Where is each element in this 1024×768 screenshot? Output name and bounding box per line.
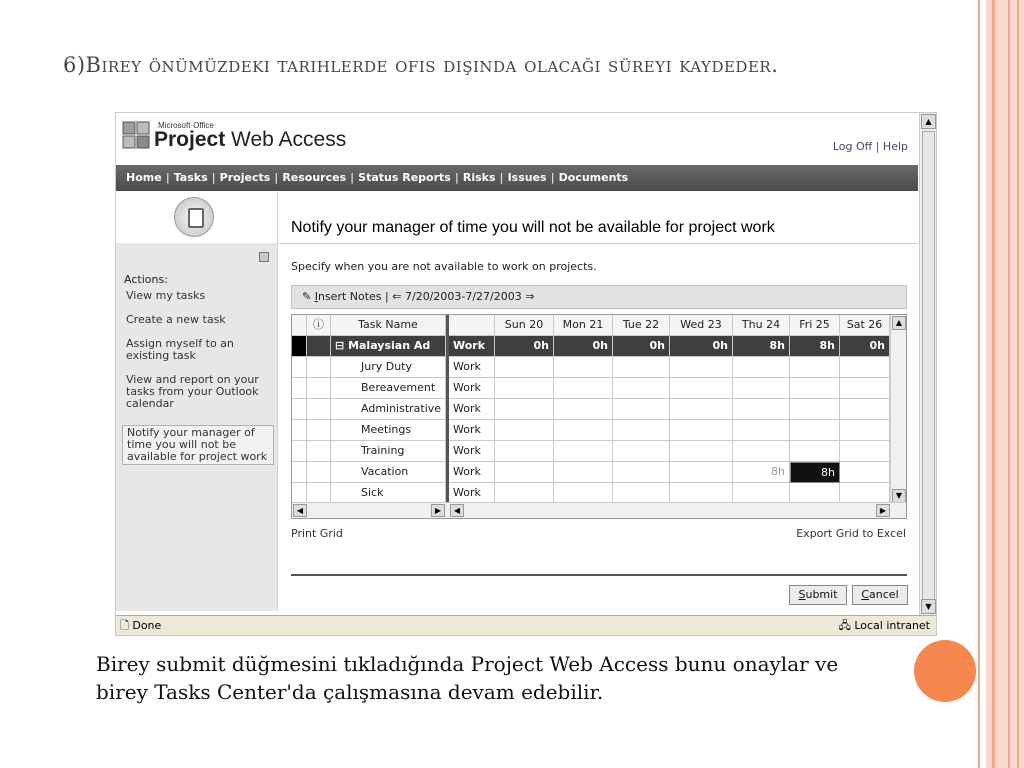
- cell-thu[interactable]: [733, 357, 790, 378]
- cell-sun[interactable]: [495, 483, 554, 504]
- help-link[interactable]: Help: [882, 140, 908, 153]
- cell-mon[interactable]: [554, 399, 613, 420]
- cell-fri[interactable]: [790, 378, 840, 399]
- row-indicator: [292, 483, 307, 504]
- row-indicator: [292, 357, 307, 378]
- log-off-link[interactable]: Log Off: [832, 140, 873, 153]
- title-divider: [279, 243, 918, 244]
- main-nav: [116, 165, 918, 191]
- pwa-header: [116, 113, 918, 165]
- cell-fri[interactable]: [790, 483, 840, 504]
- cell-wed[interactable]: [670, 399, 733, 420]
- group-wed[interactable]: 0h: [670, 336, 733, 357]
- nav-risks[interactable]: Risks: [462, 171, 496, 184]
- browser-status-bar: [116, 615, 936, 635]
- cell-mon[interactable]: [554, 441, 613, 462]
- group-name: Malaysian Ad: [348, 339, 431, 352]
- task-type: Work: [449, 378, 495, 399]
- action-assign-myself[interactable]: Assign myself to an existing task: [126, 337, 234, 362]
- row-info: [307, 441, 331, 462]
- row-indicator: [292, 399, 307, 420]
- cell-sun[interactable]: [495, 441, 554, 462]
- logo-rest: Web Access: [225, 128, 347, 151]
- bottom-divider: [291, 574, 907, 576]
- cell-thu[interactable]: [733, 378, 790, 399]
- cell-sun[interactable]: [495, 420, 554, 441]
- project-logo-icon: [122, 121, 152, 151]
- status-zone: [839, 616, 930, 635]
- status-done: [120, 616, 161, 635]
- table-row[interactable]: [292, 378, 907, 399]
- nav-separator: |: [499, 171, 504, 184]
- row-info: [307, 483, 331, 504]
- nav-separator: |: [274, 171, 279, 184]
- status-left-text: Done: [132, 619, 162, 632]
- scroll-down-icon[interactable]: ▼: [892, 489, 906, 503]
- logo-bold: Project: [154, 128, 226, 151]
- row-indicator: [292, 336, 307, 357]
- slide-title: 6)Birey önümüzdeki tarihlerde ofis dışında olacağı süreyi kaydeder.: [63, 53, 779, 77]
- cell-sat[interactable]: [840, 483, 890, 504]
- ie-page-icon: 🗋: [120, 619, 129, 632]
- action-notify-manager[interactable]: Notify your manager of time you will not be available for project work: [122, 425, 274, 465]
- cell-wed[interactable]: [670, 357, 733, 378]
- intranet-icon: 🖧: [838, 619, 851, 632]
- scroll-thumb[interactable]: [922, 131, 935, 601]
- scroll-up-icon[interactable]: ▲: [921, 114, 936, 129]
- row-info: [307, 420, 331, 441]
- cell-fri[interactable]: [790, 357, 840, 378]
- table-row[interactable]: [292, 399, 907, 420]
- cell-fri[interactable]: [790, 420, 840, 441]
- nav-resources[interactable]: Resources: [282, 171, 347, 184]
- cell-sun[interactable]: [495, 378, 554, 399]
- cell-thu[interactable]: [733, 420, 790, 441]
- app-logo: [154, 128, 346, 152]
- scroll-right-icon[interactable]: ▶: [431, 504, 445, 517]
- group-fri[interactable]: 8h: [790, 336, 840, 357]
- task-name[interactable]: Sick: [331, 483, 446, 504]
- action-view-my-tasks[interactable]: View my tasks: [126, 289, 206, 302]
- row-indicator: [292, 420, 307, 441]
- cell-sun[interactable]: [495, 399, 554, 420]
- cell-sat[interactable]: [840, 357, 890, 378]
- header-indicator: [292, 315, 307, 336]
- pwa-screenshot: [115, 112, 937, 636]
- row-info: [307, 357, 331, 378]
- grid-header-row: [292, 315, 907, 336]
- slide-decoration-line: [978, 0, 980, 768]
- row-info: [307, 336, 331, 357]
- timesheet-grid: [291, 314, 907, 519]
- collapse-icon[interactable]: [259, 252, 269, 262]
- group-sun[interactable]: 0h: [495, 336, 554, 357]
- cell-thu[interactable]: [733, 483, 790, 504]
- slide-orange-circle: [914, 640, 976, 702]
- nav-issues[interactable]: Issues: [507, 171, 547, 184]
- cell-wed[interactable]: [670, 483, 733, 504]
- action-create-task[interactable]: Create a new task: [126, 313, 226, 326]
- cell-wed[interactable]: [670, 441, 733, 462]
- header-sat: Sat 26: [840, 315, 890, 336]
- task-name[interactable]: Training: [331, 441, 446, 462]
- nav-projects[interactable]: Projects: [219, 171, 271, 184]
- header-thu: Thu 24: [733, 315, 790, 336]
- scroll-down-icon[interactable]: ▼: [921, 599, 936, 614]
- status-right-text: Local intranet: [854, 619, 930, 632]
- cell-thu[interactable]: [733, 399, 790, 420]
- cell-mon[interactable]: [554, 357, 613, 378]
- cell-tue[interactable]: [613, 399, 670, 420]
- task-name[interactable]: Meetings: [331, 420, 446, 441]
- group-name-cell[interactable]: [331, 336, 446, 357]
- nav-tasks[interactable]: Tasks: [173, 171, 208, 184]
- cell-mon[interactable]: [554, 378, 613, 399]
- nav-status-reports[interactable]: Status Reports: [358, 171, 451, 184]
- header-wed: Wed 23: [670, 315, 733, 336]
- cell-tue[interactable]: [613, 441, 670, 462]
- cell-wed[interactable]: [670, 420, 733, 441]
- link-separator: |: [872, 140, 883, 153]
- group-mon[interactable]: 0h: [554, 336, 613, 357]
- group-thu[interactable]: 8h: [733, 336, 790, 357]
- header-fri: Fri 25: [790, 315, 840, 336]
- task-name[interactable]: Vacation: [331, 462, 446, 483]
- cell-tue[interactable]: [613, 357, 670, 378]
- cell-thu[interactable]: 8h: [733, 462, 790, 483]
- cell-wed[interactable]: [670, 462, 733, 483]
- cell-sat[interactable]: [840, 462, 890, 483]
- submit-accesskey: S: [798, 588, 806, 601]
- cell-mon[interactable]: [554, 483, 613, 504]
- header-mon: Mon 21: [554, 315, 613, 336]
- window-vertical-scrollbar[interactable]: [919, 113, 936, 615]
- next-arrow-icon[interactable]: ⇒: [525, 290, 535, 303]
- task-type: Work: [449, 420, 495, 441]
- collapse-group-icon[interactable]: ⊟: [335, 339, 345, 352]
- cell-wed[interactable]: [670, 378, 733, 399]
- actions-sidebar: [116, 191, 278, 611]
- print-grid-link[interactable]: Print Grid: [291, 527, 343, 540]
- header-tue: Tue 22: [613, 315, 670, 336]
- task-type: Work: [449, 483, 495, 504]
- cell-tue[interactable]: [613, 378, 670, 399]
- export-grid-link[interactable]: Export Grid to Excel: [796, 527, 906, 540]
- notify-page-icon: [174, 197, 214, 237]
- cell-sun[interactable]: [495, 357, 554, 378]
- row-info: [307, 462, 331, 483]
- table-row[interactable]: [292, 441, 907, 462]
- header-type: [449, 315, 495, 336]
- cancel-label: ancel: [869, 588, 899, 601]
- table-row[interactable]: [292, 357, 907, 378]
- insert-notes-label: nsert Notes: [317, 290, 382, 303]
- cell-sat[interactable]: [840, 420, 890, 441]
- cancel-accesskey: C: [861, 588, 870, 601]
- cell-thu[interactable]: [733, 441, 790, 462]
- group-type: Work: [449, 336, 495, 357]
- row-info: [307, 378, 331, 399]
- slide-caption: Birey submit düğmesini tıkladığında Project Web Access bunu onaylar ve birey Tasks Center'da çalışmasına devam edebilir.: [96, 652, 839, 704]
- toolbar-separator: |: [385, 290, 389, 303]
- cell-tue[interactable]: [613, 462, 670, 483]
- grid-toolbar: [291, 285, 907, 309]
- sidebar-icon-area: [116, 191, 277, 243]
- slide-right-decoration: [986, 0, 1024, 768]
- task-name[interactable]: Jury Duty: [331, 357, 446, 378]
- cell-sun[interactable]: [495, 462, 554, 483]
- cell-fri[interactable]: [790, 441, 840, 462]
- scroll-left-icon[interactable]: ◀: [450, 504, 464, 517]
- cell-sat[interactable]: [840, 399, 890, 420]
- table-row[interactable]: [292, 462, 907, 483]
- insert-notes-accesskey: I: [314, 290, 318, 303]
- task-name[interactable]: Administrative: [331, 399, 446, 420]
- task-type: Work: [449, 357, 495, 378]
- group-tue[interactable]: 0h: [613, 336, 670, 357]
- cell-fri[interactable]: [790, 399, 840, 420]
- header-sun: Sun 20: [495, 315, 554, 336]
- info-icon: ⓘ: [307, 315, 331, 336]
- row-info: [307, 399, 331, 420]
- actions-label: Actions:: [124, 273, 168, 286]
- grid-horizontal-scrollbar[interactable]: [292, 502, 907, 518]
- nav-separator: |: [211, 171, 216, 184]
- date-range: 7/20/2003-7/27/2003: [404, 290, 522, 303]
- action-outlook-calendar[interactable]: View and report on your tasks from your Outlook calendar: [126, 373, 259, 410]
- grid-vertical-scrollbar[interactable]: [890, 315, 906, 504]
- cell-tue[interactable]: [613, 420, 670, 441]
- instruction-text: Specify when you are not available to work on projects.: [291, 260, 597, 273]
- scroll-left-icon[interactable]: ◀: [293, 504, 307, 517]
- prev-arrow-icon[interactable]: ⇐: [392, 290, 402, 303]
- cell-sat[interactable]: [840, 378, 890, 399]
- group-sat[interactable]: 0h: [840, 336, 890, 357]
- table-row[interactable]: [292, 420, 907, 441]
- cell-fri-selected[interactable]: 8h: [790, 462, 840, 483]
- notes-icon[interactable]: ✎: [302, 290, 312, 303]
- row-indicator: [292, 378, 307, 399]
- cancel-button[interactable]: [852, 585, 908, 605]
- header-links: [833, 140, 908, 153]
- submit-label: ubmit: [805, 588, 838, 601]
- scroll-up-icon[interactable]: ▲: [892, 316, 906, 330]
- nav-home[interactable]: Home: [126, 171, 162, 184]
- cell-mon[interactable]: [554, 462, 613, 483]
- task-type: Work: [449, 462, 495, 483]
- row-indicator: [292, 441, 307, 462]
- nav-separator: |: [350, 171, 355, 184]
- cell-mon[interactable]: [554, 420, 613, 441]
- row-indicator: [292, 462, 307, 483]
- task-name[interactable]: Bereavement: [331, 378, 446, 399]
- scroll-right-icon[interactable]: ▶: [876, 504, 890, 517]
- task-type: Work: [449, 441, 495, 462]
- grid-splitter[interactable]: [446, 315, 449, 519]
- main-content: [279, 191, 918, 611]
- nav-documents[interactable]: Documents: [558, 171, 629, 184]
- table-row[interactable]: [292, 483, 907, 504]
- page-title: Notify your manager of time you will not be available for project work: [291, 219, 775, 236]
- nav-separator: |: [165, 171, 170, 184]
- header-task-name[interactable]: Task Name: [331, 315, 446, 336]
- insert-notes-button[interactable]: [315, 290, 382, 303]
- nav-separator: |: [454, 171, 459, 184]
- task-type: Work: [449, 399, 495, 420]
- group-row[interactable]: [292, 336, 907, 357]
- submit-button[interactable]: [789, 585, 847, 605]
- cell-sat[interactable]: [840, 441, 890, 462]
- logo-microsoft-office: Microsoft·Office: [158, 121, 214, 130]
- cell-tue[interactable]: [613, 483, 670, 504]
- nav-separator: |: [550, 171, 555, 184]
